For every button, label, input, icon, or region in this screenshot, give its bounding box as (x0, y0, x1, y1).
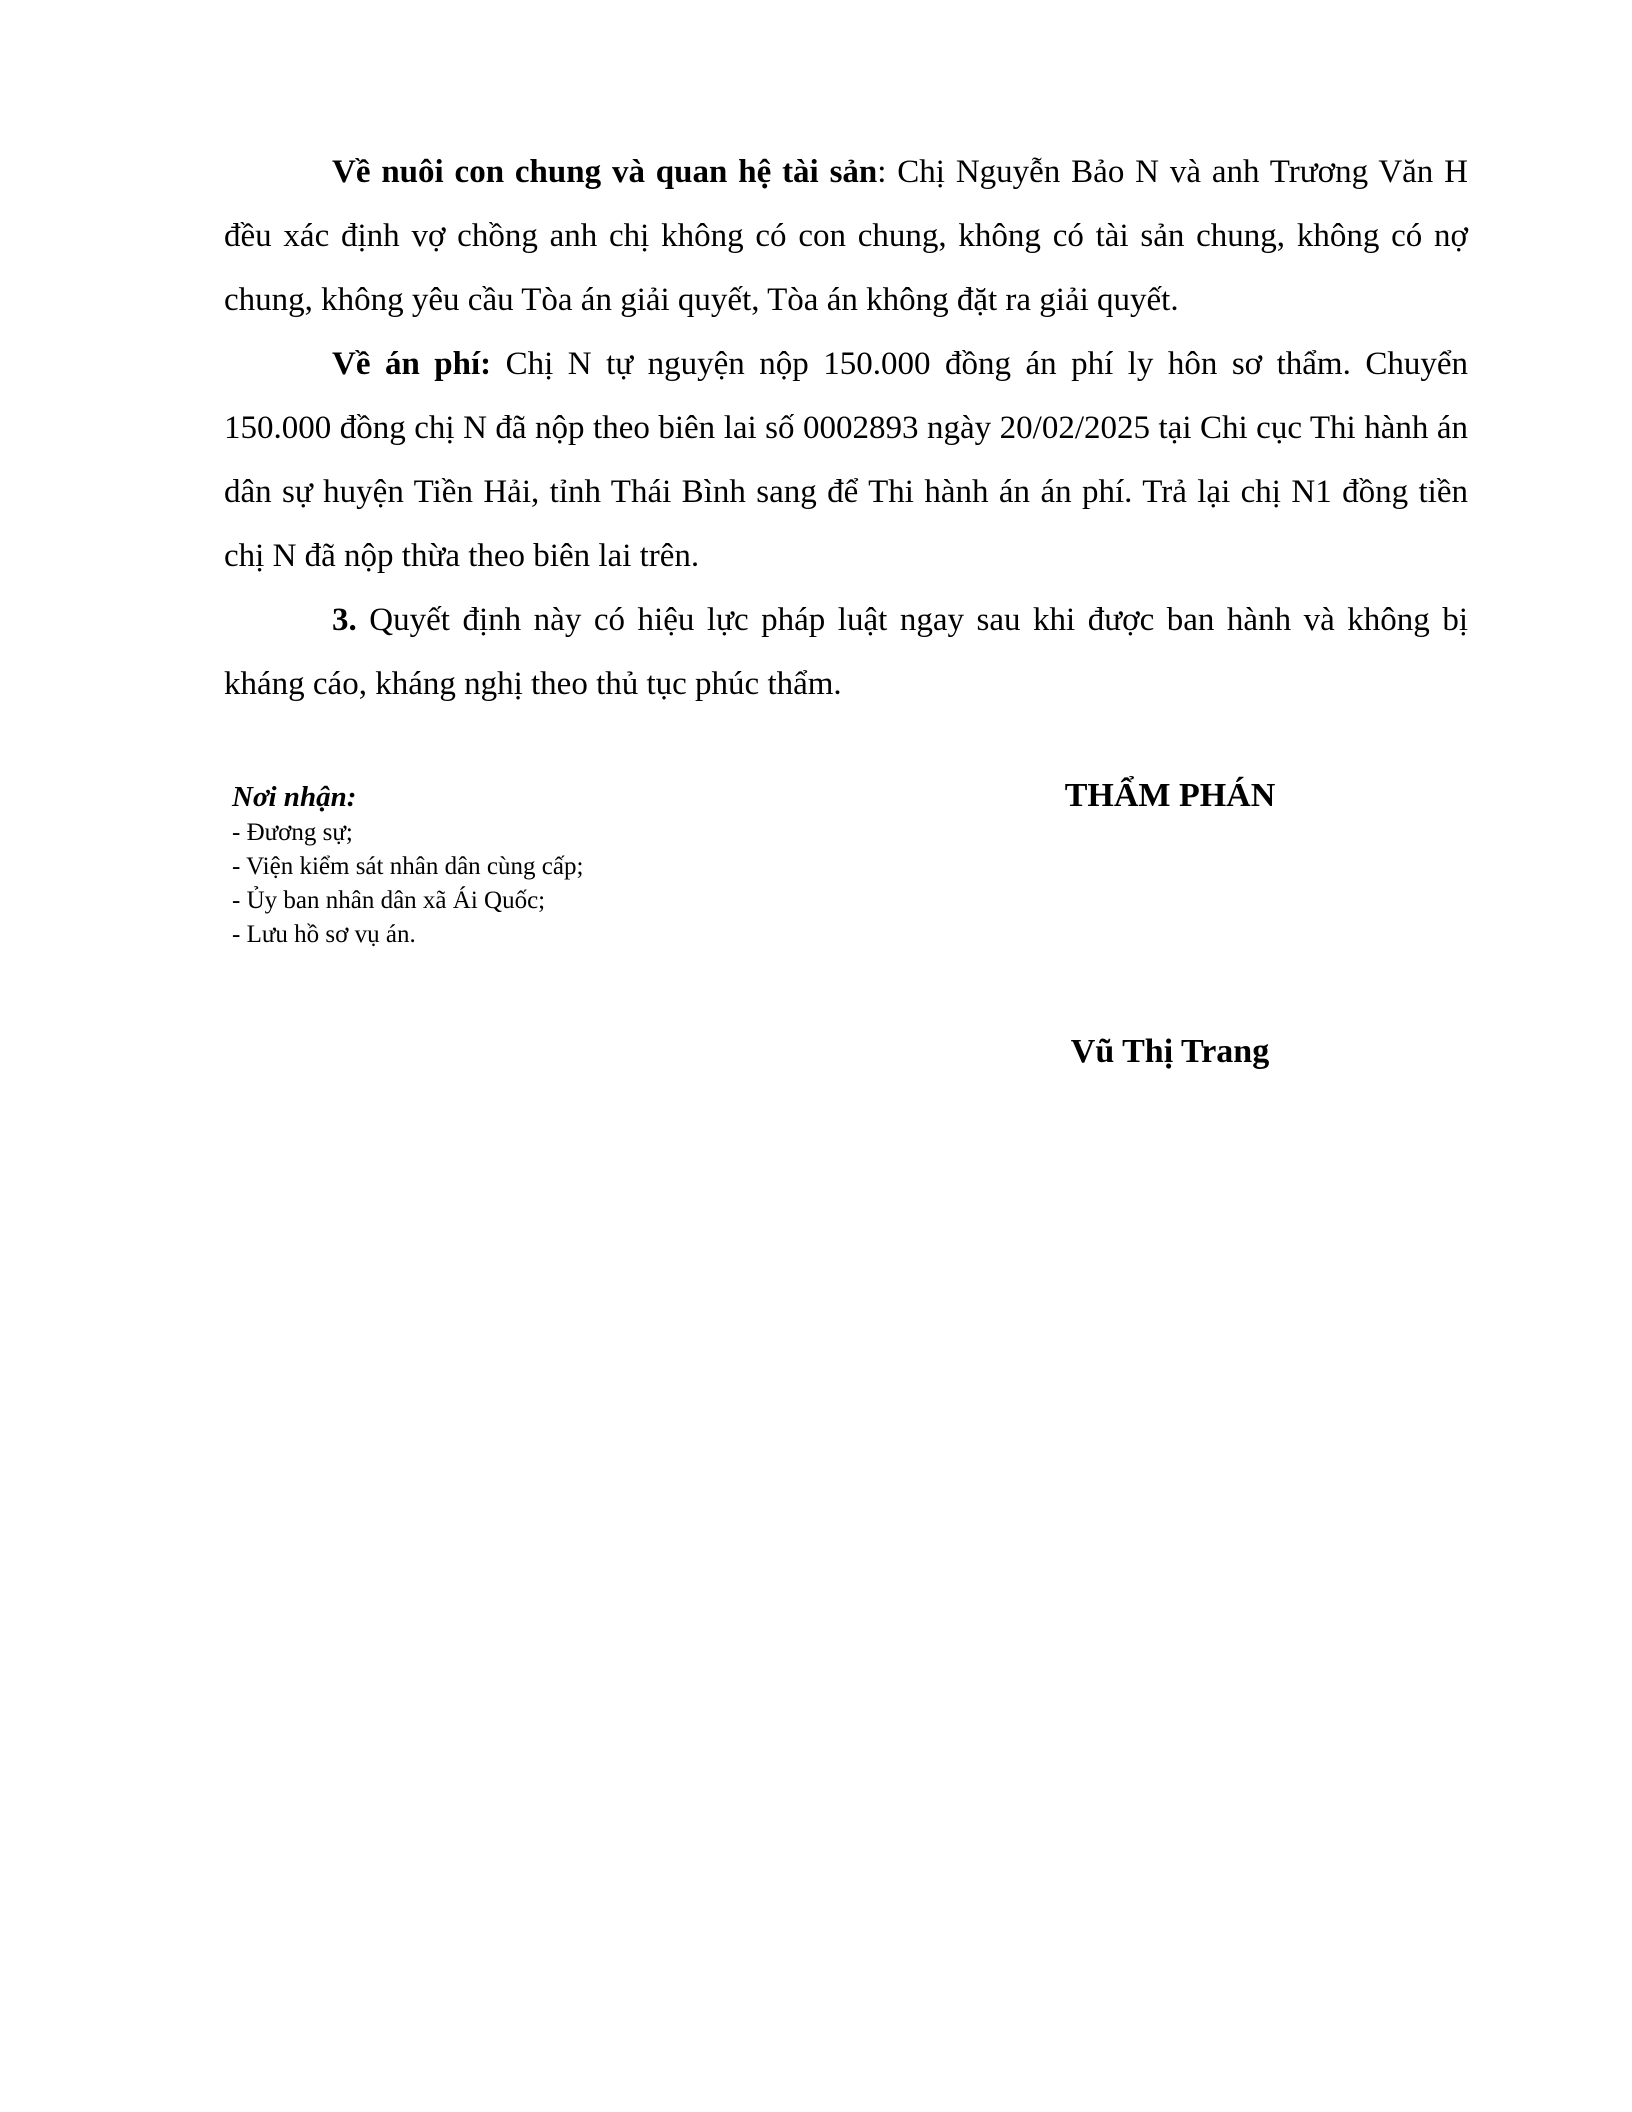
recipients-block (232, 778, 832, 952)
recipient-item: - Ủy ban nhân dân xã Ái Quốc; (232, 887, 546, 914)
recipients-list (232, 816, 832, 952)
recipient-item: - Lưu hồ sơ vụ án. (232, 921, 416, 948)
recipient-item: - Đương sự; (232, 819, 353, 846)
paragraph-text: Quyết định này có hiệu lực pháp luật ngay sau khi được ban hành và không bị kháng cáo, kháng nghị theo thủ tục phúc thẩm. (224, 602, 1468, 702)
paragraph-text: : Chị Nguyễn Bảo N và anh Trương Văn H đều xác định vợ chồng anh chị không có con chung, không có tài sản chung, không có nợ chung, không yêu cầu Tòa án giải quyết, Tòa án không đặt ra giải quyết. (224, 154, 1468, 318)
recipients-title: Nơi nhận: (232, 781, 357, 813)
signature-title: THẨM PHÁN (1064, 777, 1276, 814)
paragraph-effectiveness (224, 588, 1468, 716)
signature-name: Vũ Thị Trang (1070, 1033, 1270, 1070)
paragraph-children-property (224, 140, 1468, 332)
paragraph-heading: Về nuôi con chung và quan hệ tài sản (332, 154, 878, 190)
decision-body (224, 140, 1468, 716)
recipient-item: - Viện kiểm sát nhân dân cùng cấp; (232, 853, 584, 880)
paragraph-number: 3. (332, 602, 357, 638)
paragraph-heading: Về án phí: (332, 346, 492, 382)
paragraph-court-fee (224, 332, 1468, 588)
paragraph-text: Chị N tự nguyện nộp 150.000 đồng án phí ly hôn sơ thẩm. Chuyển 150.000 đồng chị N đã nộp theo biên lai số 0002893 ngày 20/02/2025 tại Chi cục Thi hành án dân sự huyện Tiền Hải, tỉnh Thái Bình sang để Thi hành án án phí. Trả lại chị N1 đồng tiền chị N đã nộp thừa theo biên lai trên. (224, 346, 1468, 574)
